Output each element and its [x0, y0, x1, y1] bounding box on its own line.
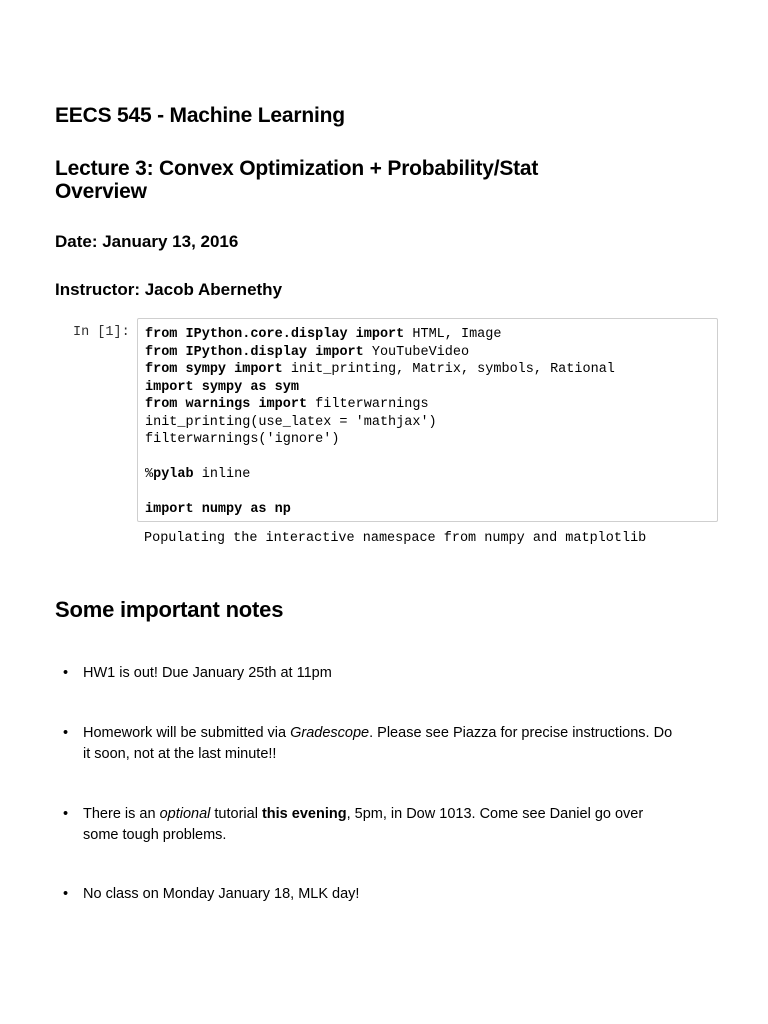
note-text-part: HW1 is out! Due January 25th at 11pm [83, 665, 332, 681]
code-token: import [145, 502, 202, 517]
code-token: sym [274, 379, 299, 395]
bullet-icon: • [63, 886, 69, 902]
lecture-title: Lecture 3: Convex Optimization + Probability/Stat Overview [55, 157, 539, 203]
code-token: np [274, 502, 291, 517]
code-token: numpy [201, 502, 251, 517]
code-token: init_printing, Matrix, symbols, Rational [290, 362, 615, 377]
code-token: import [234, 362, 291, 377]
code-line [145, 484, 710, 502]
code-token: IPython.core.display [185, 327, 356, 342]
note-item [55, 804, 675, 846]
code-line [145, 466, 710, 484]
code-token: as [250, 502, 275, 517]
code-token: as [250, 379, 275, 395]
code-token: import [355, 327, 413, 342]
note-item [55, 723, 675, 765]
note-text-part: , 5pm, in Dow 1013. Come see Daniel go over some tough problems. [83, 806, 644, 843]
cell-output: Populating the interactive namespace from numpy and matplotlib [144, 531, 647, 546]
note-text-part: tutorial [210, 806, 262, 822]
code-token: pylab [153, 467, 194, 482]
code-token: import [258, 397, 316, 412]
section-heading: Some important notes [55, 597, 284, 622]
code-line [145, 414, 710, 432]
code-line [145, 344, 710, 362]
note-text-part: Homework will be submitted via [83, 725, 291, 741]
bullet-icon: • [63, 725, 69, 741]
code-token: from [145, 397, 186, 412]
code-token: from [145, 362, 186, 377]
note-text-part: There is an [83, 806, 160, 822]
code-line [145, 396, 710, 414]
code-token: IPython.display [185, 344, 316, 360]
note-text-part: optional [159, 806, 211, 822]
note-text [83, 723, 675, 765]
note-text [83, 884, 675, 905]
code-line [145, 379, 710, 397]
code-token: sympy [185, 362, 235, 377]
code-token: sympy [201, 379, 251, 395]
note-text-part: Gradescope [290, 725, 370, 741]
code-token: YouTubeVideo [371, 344, 470, 360]
code-line [145, 501, 710, 519]
code-token: HTML, Image [412, 327, 502, 342]
note-text-part: this evening [261, 806, 347, 822]
code-token: import [145, 379, 202, 395]
bullet-icon: • [63, 806, 69, 822]
note-item [55, 884, 675, 905]
code-token: inline [193, 467, 251, 482]
note-text-part: No class on Monday January 18, MLK day! [83, 886, 360, 902]
code-token: warnings [185, 397, 259, 412]
code-line [145, 326, 710, 344]
code-line [145, 431, 710, 449]
code-input-area[interactable] [137, 318, 718, 522]
input-prompt: In [1]: [73, 325, 130, 340]
bullet-icon: • [63, 665, 69, 681]
course-title: EECS 545 - Machine Learning [55, 104, 345, 127]
instructor-line: Instructor: Jacob Abernethy [55, 280, 283, 299]
code-token: init_printing(use_latex = 'mathjax') [145, 414, 437, 430]
note-text [83, 804, 675, 846]
date-line: Date: January 13, 2016 [55, 232, 239, 251]
code-token: from [145, 327, 186, 342]
code-token: from [145, 344, 186, 360]
note-text [83, 663, 675, 684]
note-item [55, 663, 675, 684]
code-line [145, 449, 710, 467]
code-token: filterwarnings [315, 397, 429, 412]
code-token: % [145, 467, 154, 482]
code-token: filterwarnings('ignore') [145, 432, 340, 447]
code-token: import [315, 344, 372, 360]
code-line [145, 361, 710, 379]
note-text-part: . Please see Piazza for precise instructions. Do it soon, not at the last minute!! [83, 725, 673, 762]
